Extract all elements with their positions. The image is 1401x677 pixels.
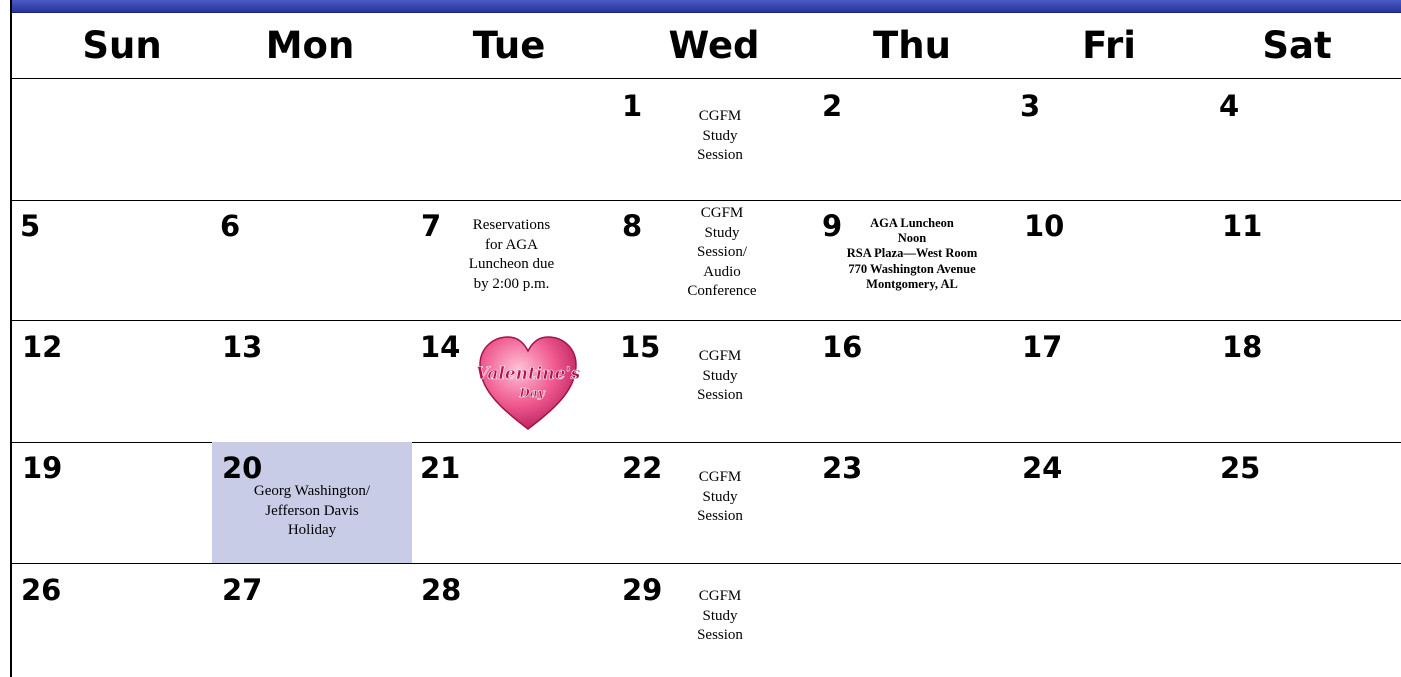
week-row-3 <box>12 321 1401 443</box>
day-cell[interactable] <box>12 200 212 320</box>
day-cell[interactable] <box>12 563 212 677</box>
day-number: 27 <box>222 573 263 607</box>
day-cell[interactable] <box>212 321 412 442</box>
day-cell[interactable] <box>1012 321 1212 442</box>
week-row-5 <box>12 563 1401 677</box>
day-number: 4 <box>1219 89 1240 123</box>
day-number: 3 <box>1020 89 1041 123</box>
valentines-title: Valentine's <box>475 364 581 384</box>
day-number: 6 <box>220 209 241 243</box>
weekday-wed: Wed <box>668 23 760 67</box>
day-cell[interactable] <box>812 200 1012 320</box>
day-cell[interactable] <box>412 442 612 563</box>
day-number: 1 <box>622 89 643 123</box>
day-cell[interactable] <box>12 321 212 442</box>
event-text: CGFM Study Session <box>697 469 743 524</box>
day-number: 17 <box>1022 330 1063 364</box>
day-number: 20 <box>222 451 263 485</box>
day-cell[interactable] <box>612 321 812 442</box>
day-cell[interactable] <box>1212 200 1401 320</box>
day-number: 18 <box>1222 330 1263 364</box>
day-number: 21 <box>420 451 461 485</box>
event-text: CGFM Study Session/ Audio Conference <box>687 205 757 299</box>
day-number: 24 <box>1022 451 1063 485</box>
day-number: 23 <box>822 451 863 485</box>
day-cell[interactable] <box>12 442 212 563</box>
day-cell[interactable] <box>812 79 1012 200</box>
calendar <box>10 0 1401 677</box>
day-cell[interactable] <box>612 200 812 320</box>
event-text: AGA Luncheon Noon RSA Plaza—West Room 770 Washington Avenue Montgomery, AL <box>846 216 978 291</box>
event-text: Georg Washington/ Jefferson Davis Holiday <box>253 483 371 538</box>
event-text: Reservations for AGA Luncheon due by 2:00 p.m. <box>468 217 555 292</box>
weekday-header-row <box>12 12 1401 79</box>
day-cell[interactable] <box>612 563 812 677</box>
day-number: 2 <box>822 89 843 123</box>
day-number: 7 <box>421 209 442 243</box>
day-cell[interactable] <box>212 200 412 320</box>
day-number: 8 <box>622 209 643 243</box>
weekday-mon: Mon <box>265 23 355 67</box>
week-row-2 <box>12 200 1401 321</box>
day-cell[interactable] <box>1212 442 1401 563</box>
day-cell[interactable] <box>212 563 412 677</box>
day-number: 15 <box>620 330 661 364</box>
day-cell[interactable] <box>1012 442 1212 563</box>
weekday-fri: Fri <box>1082 23 1136 67</box>
day-number: 19 <box>22 451 63 485</box>
day-cell[interactable] <box>412 563 612 677</box>
day-cell[interactable] <box>1012 79 1212 200</box>
day-number: 28 <box>421 573 462 607</box>
valentines-heart-icon <box>466 325 590 435</box>
day-number: 29 <box>622 573 663 607</box>
day-number: 14 <box>420 330 461 364</box>
day-cell-holiday[interactable] <box>212 442 412 563</box>
day-cell[interactable] <box>812 442 1012 563</box>
day-number: 9 <box>822 209 843 243</box>
event-text: CGFM Study Session <box>697 108 743 163</box>
day-cell[interactable] <box>412 200 612 320</box>
week-row-1 <box>12 79 1401 201</box>
weekday-sun: Sun <box>82 23 162 67</box>
day-number: 22 <box>622 451 663 485</box>
event-text: CGFM Study Session <box>697 348 743 403</box>
day-cell[interactable] <box>612 79 812 200</box>
day-number: 10 <box>1024 209 1065 243</box>
weekday-sat: Sat <box>1262 23 1332 67</box>
week-row-4 <box>12 442 1401 564</box>
day-cell[interactable] <box>612 442 812 563</box>
day-number: 12 <box>22 330 63 364</box>
weekday-tue: Tue <box>472 23 546 67</box>
day-number: 26 <box>21 573 62 607</box>
day-number: 25 <box>1220 451 1261 485</box>
day-number: 5 <box>20 209 41 243</box>
day-cell[interactable] <box>812 321 1012 442</box>
weekday-thu: Thu <box>873 23 951 67</box>
day-number: 13 <box>222 330 263 364</box>
day-cell[interactable] <box>1012 200 1212 320</box>
day-number: 16 <box>822 330 863 364</box>
valentines-subtitle: Day <box>519 386 545 400</box>
day-cell[interactable] <box>412 321 612 442</box>
day-number: 11 <box>1222 209 1263 243</box>
day-cell[interactable] <box>1212 79 1401 200</box>
event-text: CGFM Study Session <box>697 588 743 643</box>
day-cell[interactable] <box>1212 321 1401 442</box>
